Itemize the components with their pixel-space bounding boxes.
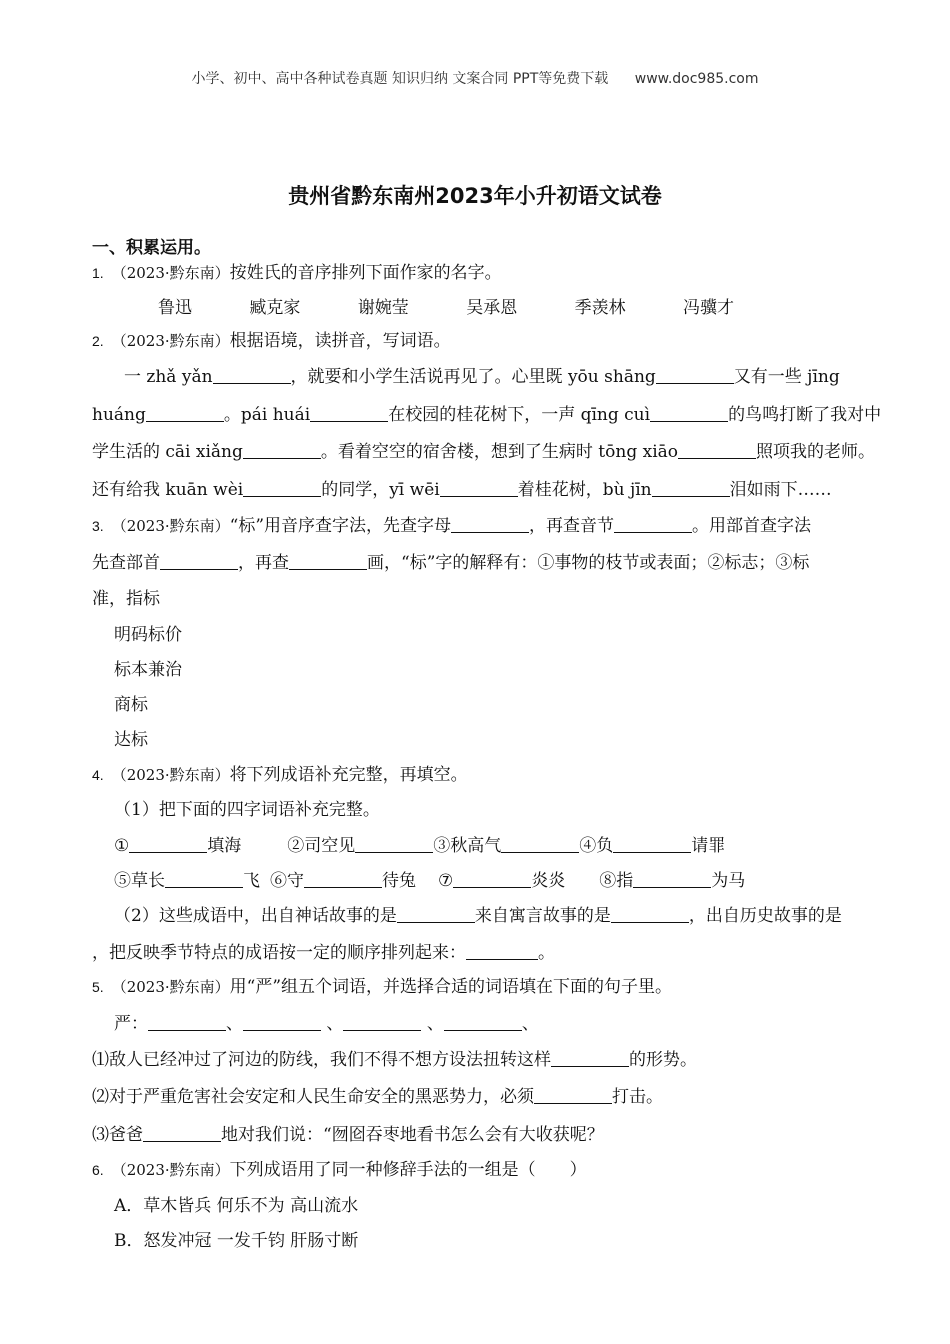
answer-blank[interactable]: [656, 367, 734, 384]
answer-blank[interactable]: [613, 836, 691, 853]
question-source: （2023·黔东南）: [111, 517, 230, 535]
answer-blank[interactable]: [633, 871, 711, 888]
author-name: 臧克家: [249, 298, 301, 318]
question-3: [92, 511, 811, 536]
author-name: 吴承恩: [466, 298, 518, 318]
separator: 、: [326, 1014, 344, 1034]
author-name: 谢婉莹: [357, 298, 409, 318]
sentence-text: ⑶爸爸: [92, 1125, 143, 1145]
idiom-text: ⑦: [438, 871, 454, 891]
sentence-text: 的形势。: [629, 1050, 697, 1070]
question-text: 按姓氏的音序排列下面作家的名字。: [229, 263, 502, 283]
question-text: 先查部首: [92, 553, 160, 573]
passage-text: 一 zhǎ yǎn: [124, 367, 213, 387]
idiom-text: 待兔: [382, 871, 416, 891]
question-6: [92, 1155, 587, 1180]
passage-text: ，就要和小学生活说再见了。心里既 yōu shāng: [290, 367, 656, 387]
question-text: 画，“标”字的解释有：①事物的枝节或表面；②标志；③标: [367, 553, 810, 573]
answer-blank[interactable]: [143, 1125, 221, 1142]
idiom-text: 飞: [243, 871, 260, 891]
answer-blank[interactable]: [304, 871, 382, 888]
header-url[interactable]: www.doc985.com: [634, 71, 759, 87]
word-item: 标本兼治: [114, 660, 182, 680]
page-header: [0, 68, 950, 88]
question-text: 用“严”组五个词语，并选择合适的词语填在下面的句子里。: [229, 977, 673, 997]
author-name: 冯骥才: [683, 298, 735, 318]
word-item: 明码标价: [114, 625, 182, 645]
question-number: 6.: [92, 1162, 104, 1178]
passage-text: 在校园的桂花树下，一声 qīng cuì: [388, 405, 651, 425]
question-5: [92, 972, 672, 997]
header-text: 小学、初中、高中各种试卷真题 知识归纳 文案合同 PPT等免费下载: [191, 71, 609, 87]
question-source: （2023·黔东南）: [111, 332, 230, 350]
passage-text: 。pái huái: [223, 405, 311, 425]
answer-blank[interactable]: [310, 405, 388, 422]
question-text: 。用部首查字法: [692, 516, 812, 536]
idiom-text: ②司空见: [287, 836, 356, 856]
passage-line: [92, 437, 875, 462]
answer-blank[interactable]: [451, 516, 529, 533]
answer-blank[interactable]: [243, 1014, 321, 1031]
option-b[interactable]: B．怒发冲冠 一发千钧 肝肠寸断: [114, 1231, 359, 1251]
author-name: 鲁迅: [158, 298, 192, 318]
question-text: （2）这些成语中，出自神话故事的是: [114, 906, 397, 926]
answer-blank[interactable]: [148, 1014, 226, 1031]
question-number: 1.: [92, 265, 104, 281]
sentence-3: [92, 1120, 604, 1145]
passage-text: 的同学，yī wēi: [321, 480, 440, 500]
question-2: [92, 326, 451, 351]
answer-blank[interactable]: [611, 906, 689, 923]
idiom-text: ①: [114, 836, 130, 856]
idiom-text: ⑥守: [270, 871, 304, 891]
label-text: 严：: [114, 1014, 148, 1034]
answer-blank[interactable]: [551, 1050, 629, 1067]
passage-line: [124, 362, 840, 387]
word-item: 达标: [114, 730, 148, 750]
answer-blank[interactable]: [678, 442, 756, 459]
passage-text: 学生活的 cāi xiǎng: [92, 442, 243, 462]
question-source: （2023·黔东南）: [111, 1161, 230, 1179]
answer-blank[interactable]: [213, 367, 291, 384]
sub-question-cont: [92, 938, 555, 963]
question-text: 来自寓言故事的是: [474, 906, 611, 926]
question-number: 2.: [92, 333, 104, 349]
question-text: 下列成语用了同一种修辞手法的一组是（ ）: [229, 1160, 587, 1180]
question-4: [92, 760, 468, 785]
passage-text: huáng: [92, 405, 146, 425]
answer-blank[interactable]: [650, 405, 728, 422]
page-title: 贵州省黔东南州2023年小升初语文试卷: [288, 184, 662, 208]
question-text: “标”用音序查字法，先查字母: [229, 516, 452, 536]
sentence-text: 打击。: [612, 1087, 663, 1107]
option-a[interactable]: A．草木皆兵 何乐不为 高山流水: [114, 1196, 359, 1216]
answer-blank[interactable]: [466, 943, 538, 960]
question-number: 5.: [92, 979, 104, 995]
answer-blank[interactable]: [129, 836, 207, 853]
passage-text: 还有给我 kuān wèi: [92, 480, 244, 500]
answer-blank[interactable]: [453, 871, 531, 888]
question-3-line: 准，指标: [92, 589, 160, 609]
idiom-text: 填海: [207, 836, 242, 856]
passage-text: 。看着空空的宿舍楼，想到了生病时 tōng xiāo: [320, 442, 679, 462]
idiom-text: 为马: [711, 871, 746, 891]
passage-text: 又有一些 jīng: [733, 367, 840, 387]
answer-blank[interactable]: [343, 1014, 421, 1031]
idiom-text: ④负: [579, 836, 614, 856]
passage-text: 着桂花树，bù jīn: [517, 480, 652, 500]
idiom-row: [114, 866, 745, 891]
question-text: ，出自历史故事的是: [688, 906, 842, 926]
sentence-2: [92, 1082, 663, 1107]
question-text: 。: [538, 943, 555, 963]
author-name: 季羡林: [574, 298, 626, 318]
question-text: ，再查音节: [529, 516, 615, 536]
answer-blank[interactable]: [243, 480, 321, 497]
answer-blank[interactable]: [146, 405, 224, 422]
answer-blank[interactable]: [355, 836, 433, 853]
question-3-line: [92, 548, 809, 573]
sentence-text: ⑴敌人已经冲过了河边的防线，我们不得不想方设法扭转这样: [92, 1050, 551, 1070]
answer-blank[interactable]: [652, 480, 730, 497]
author-names: [158, 293, 734, 318]
idiom-text: 请罪: [691, 836, 726, 856]
separator: 、: [426, 1014, 444, 1034]
word-blanks-row: [114, 1009, 539, 1034]
answer-blank[interactable]: [534, 1087, 612, 1104]
sentence-text: ⑵对于严重危害社会安定和人民生命安全的黑恶势力，必须: [92, 1087, 534, 1107]
question-number: 4.: [92, 767, 104, 783]
idiom-text: 炎炎: [531, 871, 566, 891]
question-source: （2023·黔东南）: [111, 264, 230, 282]
sentence-text: 地对我们说：“囫囵吞枣地看书怎么会有大收获呢？: [221, 1125, 604, 1145]
section-heading: 一、积累运用。: [92, 238, 211, 258]
passage-text: 照项我的老师。: [756, 442, 876, 462]
answer-blank[interactable]: [165, 871, 243, 888]
answer-blank[interactable]: [614, 516, 692, 533]
question-source: （2023·黔东南）: [111, 978, 230, 996]
answer-blank[interactable]: [397, 906, 475, 923]
idiom-text: ③秋高气: [433, 836, 502, 856]
sentence-1: [92, 1045, 697, 1070]
answer-blank[interactable]: [289, 553, 367, 570]
question-text: ，再查: [238, 553, 289, 573]
question-number: 3.: [92, 518, 104, 534]
idiom-text: ⑧指: [599, 871, 634, 891]
question-text: 根据语境，读拼音，写词语。: [229, 331, 451, 351]
passage-line: [92, 475, 832, 500]
answer-blank[interactable]: [160, 553, 238, 570]
question-text: ，把反映季节特点的成语按一定的顺序排列起来：: [92, 943, 466, 963]
sub-question: （1）把下面的四字词语补充完整。: [114, 800, 380, 820]
answer-blank[interactable]: [243, 442, 321, 459]
answer-blank[interactable]: [440, 480, 518, 497]
passage-text: 泪如雨下……: [729, 480, 832, 500]
word-item: 商标: [114, 695, 148, 715]
question-text: 将下列成语补充完整，再填空。: [229, 765, 468, 785]
sub-question: [114, 901, 842, 926]
answer-blank[interactable]: [444, 1014, 522, 1031]
separator: 、: [521, 1014, 539, 1034]
question-source: （2023·黔东南）: [111, 766, 230, 784]
question-1: [92, 258, 502, 283]
answer-blank[interactable]: [501, 836, 579, 853]
passage-text: 的鸟鸣打断了我对中: [728, 405, 882, 425]
idiom-text: ⑤草长: [114, 871, 165, 891]
separator: 、: [226, 1014, 243, 1034]
passage-line: [92, 400, 881, 425]
idiom-row: [114, 831, 725, 856]
